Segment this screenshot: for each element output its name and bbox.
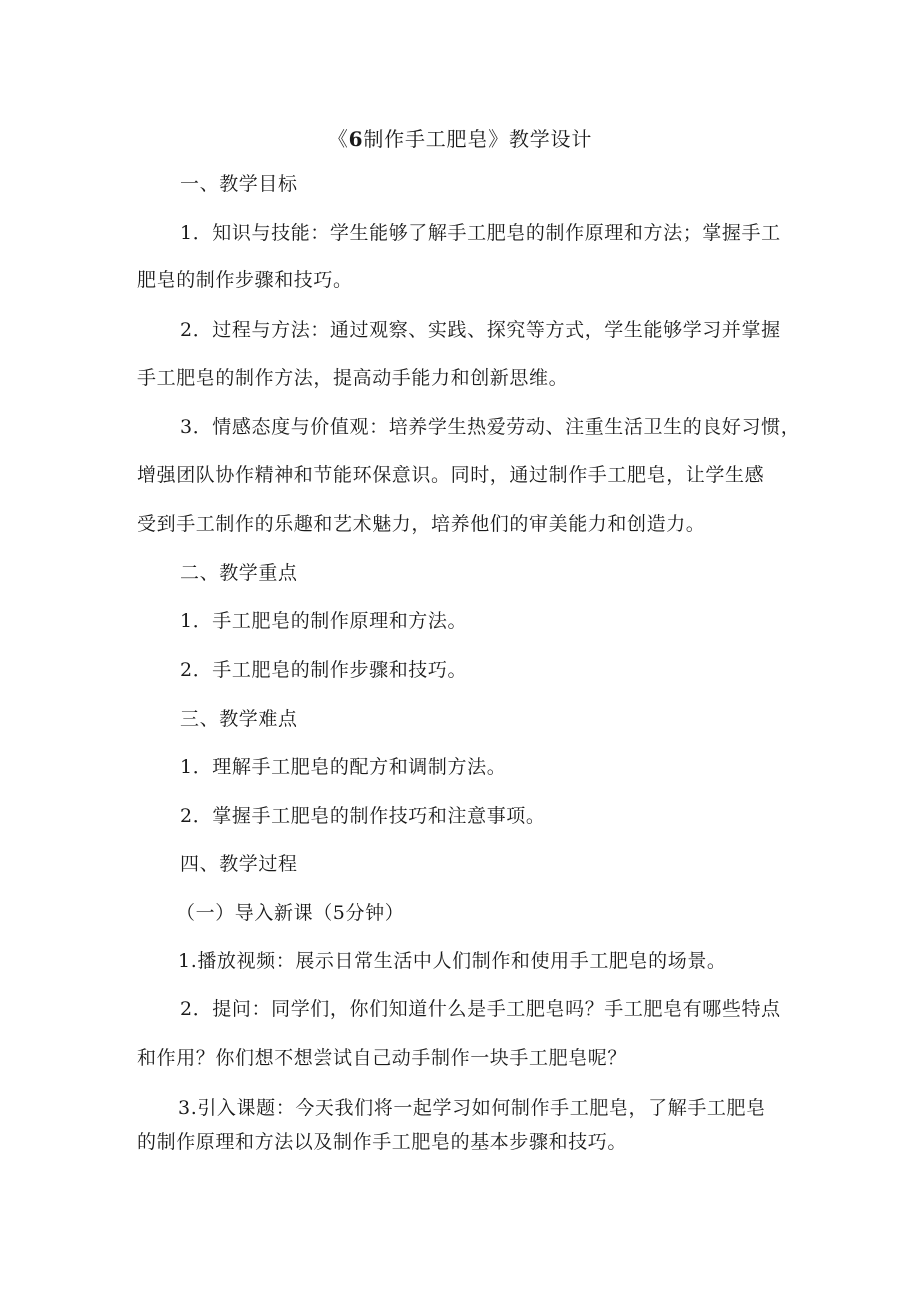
list-item: 2．掌握手工肥皂的制作技巧和注意事项。: [180, 805, 546, 827]
heading-key-points: 二、教学重点: [180, 562, 298, 584]
paragraph-line: 的制作原理和方法以及制作手工肥皂的基本步骤和技巧。: [137, 1131, 628, 1153]
list-item: 1．理解手工肥皂的配方和调制方法。: [180, 756, 507, 778]
heading-teaching-process: 四、教学过程: [180, 853, 298, 875]
paragraph-line: 手工肥皂的制作方法，提高动手能力和创新思维。: [137, 367, 569, 389]
title-rest: 制作手工肥皂》教学设计: [363, 127, 593, 151]
paragraph-line: 3．情感态度与价值观：培养学生热爱劳动、注重生活卫生的良好习惯，: [180, 416, 801, 438]
list-item: 1．手工肥皂的制作原理和方法。: [180, 610, 468, 632]
paragraph-line: 2．过程与方法：通过观察、实践、探究等方式，学生能够学习并掌握: [180, 319, 781, 341]
list-item: 2．手工肥皂的制作步骤和技巧。: [180, 659, 468, 681]
paragraph-line: 受到手工制作的乐趣和艺术魅力，培养他们的审美能力和创造力。: [137, 513, 706, 535]
document-title: [0, 126, 920, 152]
title-number: 6: [348, 127, 364, 151]
paragraph-line: 3.引入课题：今天我们将一起学习如何制作手工肥皂，了解手工肥皂: [178, 1097, 766, 1119]
paragraph-line: 1．知识与技能：学生能够了解手工肥皂的制作原理和方法；掌握手工: [180, 222, 781, 244]
title-prefix: 《: [327, 127, 349, 151]
list-item: 1.播放视频：展示日常生活中人们制作和使用手工肥皂的场景。: [178, 950, 727, 972]
paragraph-line: 增强团队协作精神和节能环保意识。同时，通过制作手工肥皂，让学生感: [137, 464, 765, 486]
subheading-intro: （一）导入新课（5分钟）: [176, 902, 405, 924]
heading-difficulties: 三、教学难点: [180, 708, 298, 730]
paragraph-line: 和作用？你们想不想尝试自己动手制作一块手工肥皂呢？: [137, 1047, 628, 1069]
paragraph-line: 肥皂的制作步骤和技巧。: [137, 269, 353, 291]
heading-teaching-goals: 一、教学目标: [180, 173, 298, 195]
paragraph-line: 2．提问：同学们，你们知道什么是手工肥皂吗？手工肥皂有哪些特点: [180, 998, 781, 1020]
